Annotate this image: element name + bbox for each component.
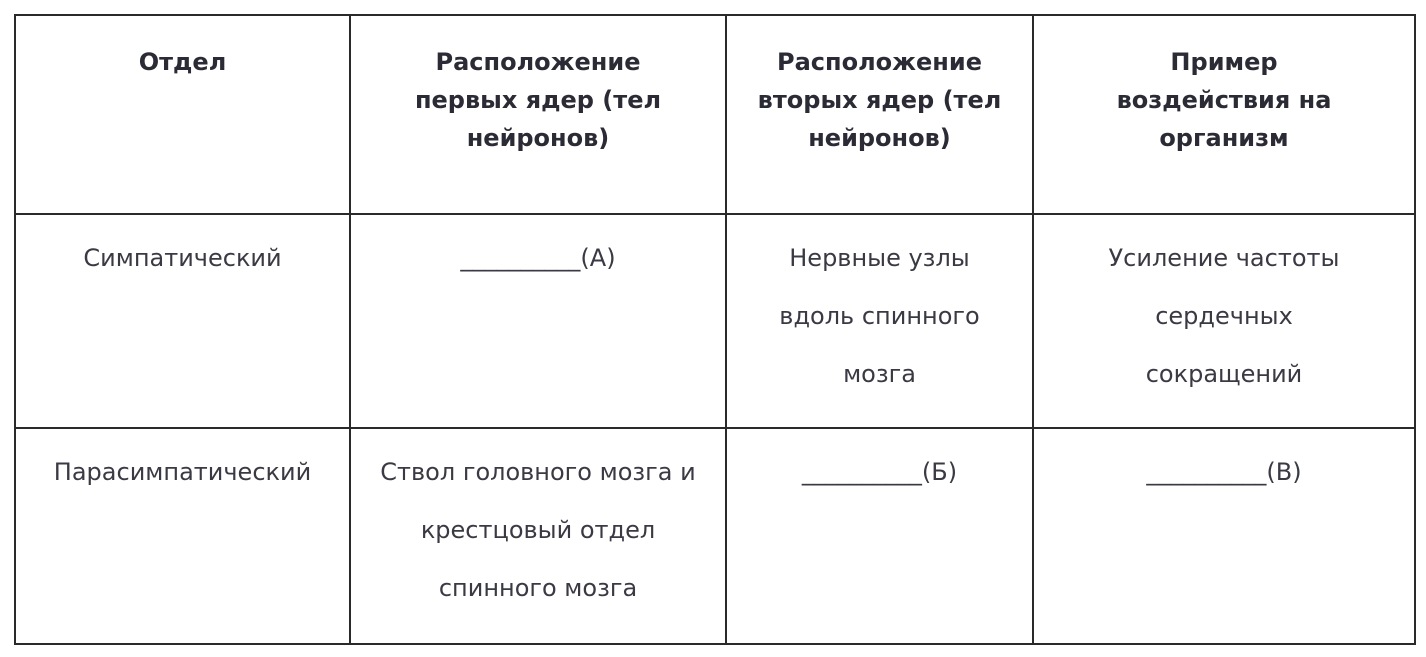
table-row bbox=[15, 428, 1415, 644]
cell-text: Нервные узлы вдоль спинного мозга bbox=[779, 244, 980, 388]
cell-text: __________(Б) bbox=[801, 458, 958, 486]
header-cell-example-effect bbox=[1033, 15, 1415, 214]
table-header-row bbox=[15, 15, 1415, 214]
header-label: Пример воздействия на организм bbox=[1116, 48, 1332, 152]
table-cell bbox=[350, 214, 726, 428]
cell-text: Симпатический bbox=[83, 244, 282, 272]
cell-text: __________(А) bbox=[460, 244, 616, 272]
nervous-system-table bbox=[14, 14, 1416, 645]
table-cell bbox=[15, 214, 350, 428]
header-label: Расположение первых ядер (тел нейронов) bbox=[414, 48, 662, 152]
table-cell bbox=[1033, 214, 1415, 428]
header-label: Расположение вторых ядер (тел нейронов) bbox=[757, 48, 1002, 152]
header-label: Отдел bbox=[138, 48, 227, 76]
header-cell-second-nuclei bbox=[726, 15, 1033, 214]
cell-text: __________(В) bbox=[1146, 458, 1302, 486]
header-cell-division bbox=[15, 15, 350, 214]
table-cell bbox=[15, 428, 350, 644]
table-row bbox=[15, 214, 1415, 428]
table-cell bbox=[1033, 428, 1415, 644]
cell-text: Усиление частоты сердечных сокращений bbox=[1108, 244, 1340, 388]
table-cell bbox=[726, 214, 1033, 428]
nervous-system-table-wrapper bbox=[14, 14, 1416, 645]
table-cell bbox=[726, 428, 1033, 644]
cell-text: Ствол головного мозга и крестцовый отдел спинного мозга bbox=[380, 458, 696, 602]
table-cell bbox=[350, 428, 726, 644]
header-cell-first-nuclei bbox=[350, 15, 726, 214]
cell-text: Парасимпатический bbox=[53, 458, 312, 486]
